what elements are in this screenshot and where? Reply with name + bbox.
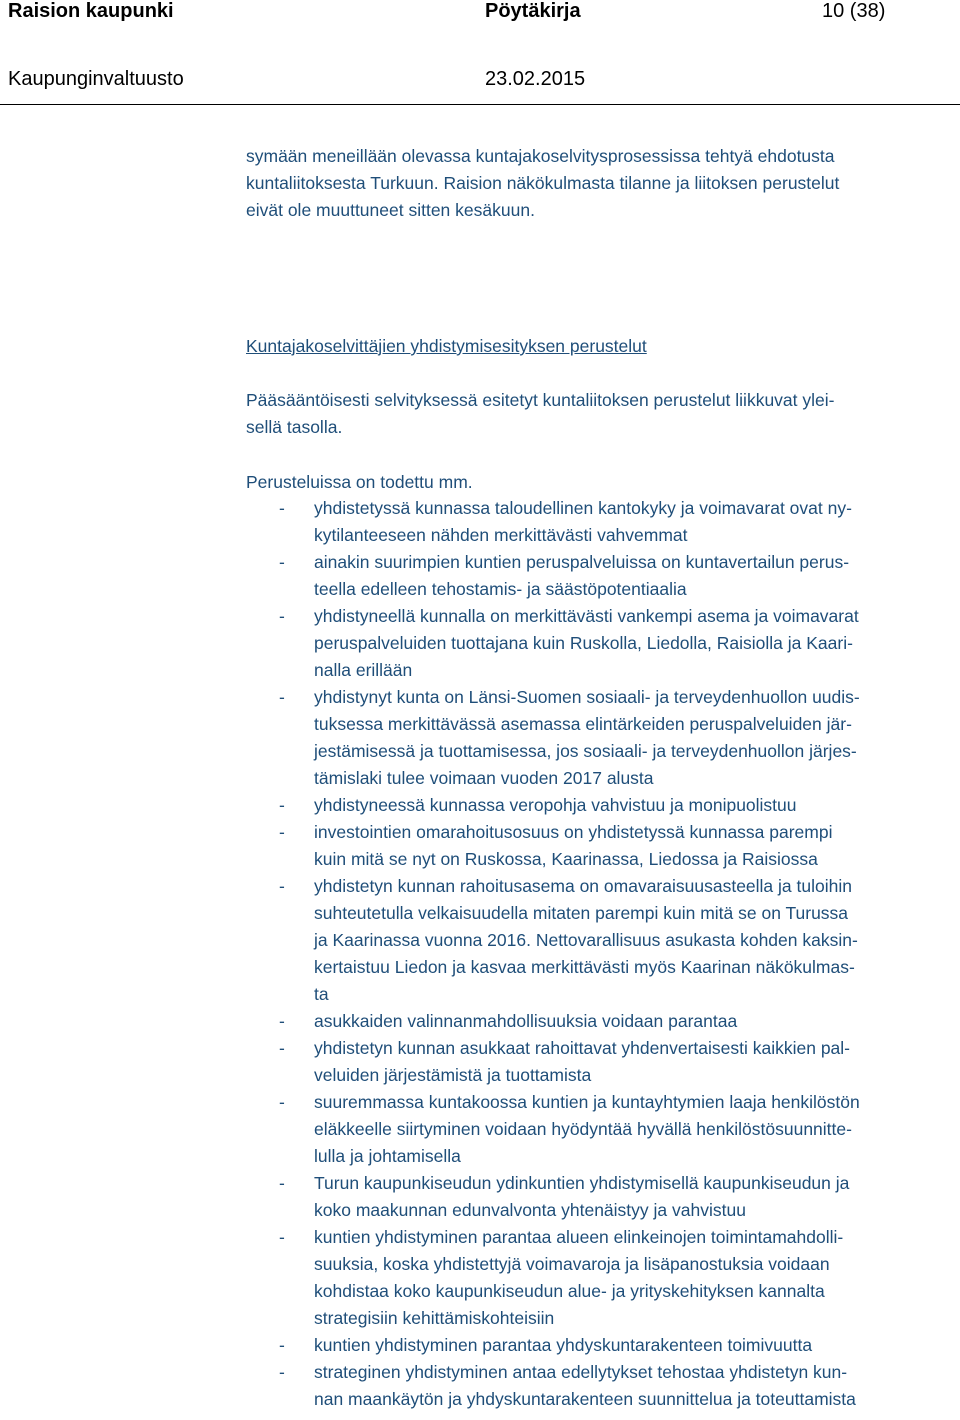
list-item-line: jestämisessä ja tuottamisessa, jos sosiaali- ja terveydenhuollon järjes- [314, 741, 857, 761]
list-item-line: teella edelleen tehostamis- ja säästöpotentiaalia [314, 579, 687, 599]
list-item-line: kohdistaa koko kaupunkiseudun alue- ja yrityskehityksen kannalta [314, 1281, 825, 1301]
lead-sentence: Perusteluissa on todettu mm. [246, 472, 473, 492]
list-item [246, 819, 958, 873]
list-item-line: investointien omarahoitusosuus on yhdistetyssä kunnassa parempi [314, 822, 833, 842]
list-item [246, 495, 958, 549]
list-item [246, 549, 958, 603]
list-item-line: strateginen yhdistyminen antaa edellytykset tehostaa yhdistetyn kun- [314, 1362, 848, 1382]
list-item [246, 1089, 958, 1170]
list-item [246, 792, 958, 819]
list-item [246, 1359, 958, 1413]
list-item-line: yhdistetyn kunnan rahoitusasema on omavaraisuusasteella ja tuloihin [314, 876, 852, 896]
list-item-line: yhdistyneellä kunnalla on merkittävästi vankempi asema ja voimavarat [314, 606, 859, 626]
document-subheader [0, 68, 960, 96]
list-item [246, 1170, 958, 1224]
bullet-dash: - [279, 1362, 285, 1382]
list-item-line: kuntien yhdistyminen parantaa yhdyskuntarakenteen toimivuutta [314, 1335, 813, 1355]
list-item-line: asukkaiden valinnanmahdollisuuksia voidaan parantaa [314, 1011, 738, 1031]
bullet-dash: - [279, 1038, 285, 1058]
header-divider [0, 104, 960, 105]
text-line: symään meneillään olevassa kuntajakoselvitysprosessissa tehtyä ehdotusta [246, 146, 835, 166]
text-line: Pääsääntöisesti selvityksessä esitetyt kuntaliitoksen perustelut liikkuvat ylei- [246, 390, 835, 410]
list-item-line: Turun kaupunkiseudun ydinkuntien yhdistymisellä kaupunkiseudun ja [314, 1173, 850, 1193]
principle-paragraph [246, 387, 958, 441]
section-heading: Kuntajakoselvittäjien yhdistymisesityksen perustelut [246, 336, 647, 356]
organization-name: Raision kaupunki [8, 0, 174, 22]
list-item-line: strategisiin kehittämiskohteisiin [314, 1308, 555, 1328]
text-line: eivät ole muuttuneet sitten kesäkuun. [246, 200, 535, 220]
bullet-dash: - [279, 1335, 285, 1355]
bullet-dash: - [279, 606, 285, 626]
document-header [0, 0, 960, 30]
list-item [246, 684, 958, 792]
bullet-dash: - [279, 876, 285, 896]
list-item-line: ja Kaarinassa vuonna 2016. Nettovarallisuus asukasta kohden kaksin- [314, 930, 858, 950]
list-item [246, 1332, 958, 1359]
bullet-dash: - [279, 552, 285, 572]
list-item [246, 1008, 958, 1035]
list-item-line: kytilanteeseen nähden merkittävästi vahvemmat [314, 525, 688, 545]
bullet-dash: - [279, 687, 285, 707]
list-item-line: tuksessa merkittävässä asemassa elintärkeiden peruspalveluiden jär- [314, 714, 852, 734]
list-item-line: suuremmassa kuntakoossa kuntien ja kuntayhtymien laaja henkilöstön [314, 1092, 860, 1112]
list-item-line: yhdistynyt kunta on Länsi-Suomen sosiaali- ja terveydenhuollon uudis- [314, 687, 860, 707]
list-item-line: tämislaki tulee voimaan vuoden 2017 alusta [314, 768, 654, 788]
meeting-date: 23.02.2015 [485, 68, 586, 90]
list-item-line: nan maankäytön ja yhdyskuntarakenteen suunnittelua ja toteuttamista [314, 1389, 856, 1409]
list-item-line: kuntien yhdistyminen parantaa alueen elinkeinojen toimintamahdolli- [314, 1227, 844, 1247]
list-item-line: suuksia, koska yhdistettyjä voimavaroja ja lisäpanostuksia voidaan [314, 1254, 830, 1274]
list-item [246, 1224, 958, 1332]
justification-list [246, 495, 958, 1413]
list-item-line: eläkkeelle siirtyminen voidaan hyödyntää hyvällä henkilöstösuunnitte- [314, 1119, 852, 1139]
list-item-line: nalla erillään [314, 660, 413, 680]
intro-paragraph [246, 143, 958, 224]
list-item-line: peruspalveluiden tuottajana kuin Ruskolla, Liedolla, Raisiolla ja Kaari- [314, 633, 853, 653]
page-number: 10 (38) [822, 0, 886, 22]
bullet-dash: - [279, 1011, 285, 1031]
list-item [246, 1035, 958, 1089]
list-item-line: ainakin suurimpien kuntien peruspalveluissa on kuntavertailun perus- [314, 552, 850, 572]
text-line: sellä tasolla. [246, 417, 343, 437]
document-type: Pöytäkirja [485, 0, 581, 22]
list-item-line: koko maakunnan edunvalvonta yhtenäistyy ja vahvistuu [314, 1200, 746, 1220]
bullet-dash: - [279, 498, 285, 518]
list-item-line: yhdistetyn kunnan asukkaat rahoittavat yhdenvertaisesti kaikkien pal- [314, 1038, 850, 1058]
list-item-line: kertaistuu Liedon ja kasvaa merkittävästi myös Kaarinan näkökulmas- [314, 957, 855, 977]
list-item-line: suhteutetulla velkaisuudella mitaten parempi kuin mitä se on Turussa [314, 903, 849, 923]
bullet-dash: - [279, 822, 285, 842]
list-item-line: veluiden järjestämistä ja tuottamista [314, 1065, 592, 1085]
bullet-dash: - [279, 795, 285, 815]
list-item-line: ta [314, 984, 329, 1004]
list-item-line: yhdistetyssä kunnassa taloudellinen kantokyky ja voimavarat ovat ny- [314, 498, 852, 518]
bullet-dash: - [279, 1173, 285, 1193]
bullet-dash: - [279, 1092, 285, 1112]
list-item-line: kuin mitä se nyt on Ruskossa, Kaarinassa, Liedossa ja Raisiossa [314, 849, 818, 869]
list-item-line: yhdistyneessä kunnassa veropohja vahvistuu ja monipuolistuu [314, 795, 797, 815]
list-item [246, 603, 958, 684]
list-item-line: lulla ja johtamisella [314, 1146, 461, 1166]
text-line: kuntaliitoksesta Turkuun. Raision näkökulmasta tilanne ja liitoksen perustelut [246, 173, 840, 193]
governing-body: Kaupunginvaltuusto [8, 68, 184, 90]
bullet-dash: - [279, 1227, 285, 1247]
list-item [246, 873, 958, 1008]
